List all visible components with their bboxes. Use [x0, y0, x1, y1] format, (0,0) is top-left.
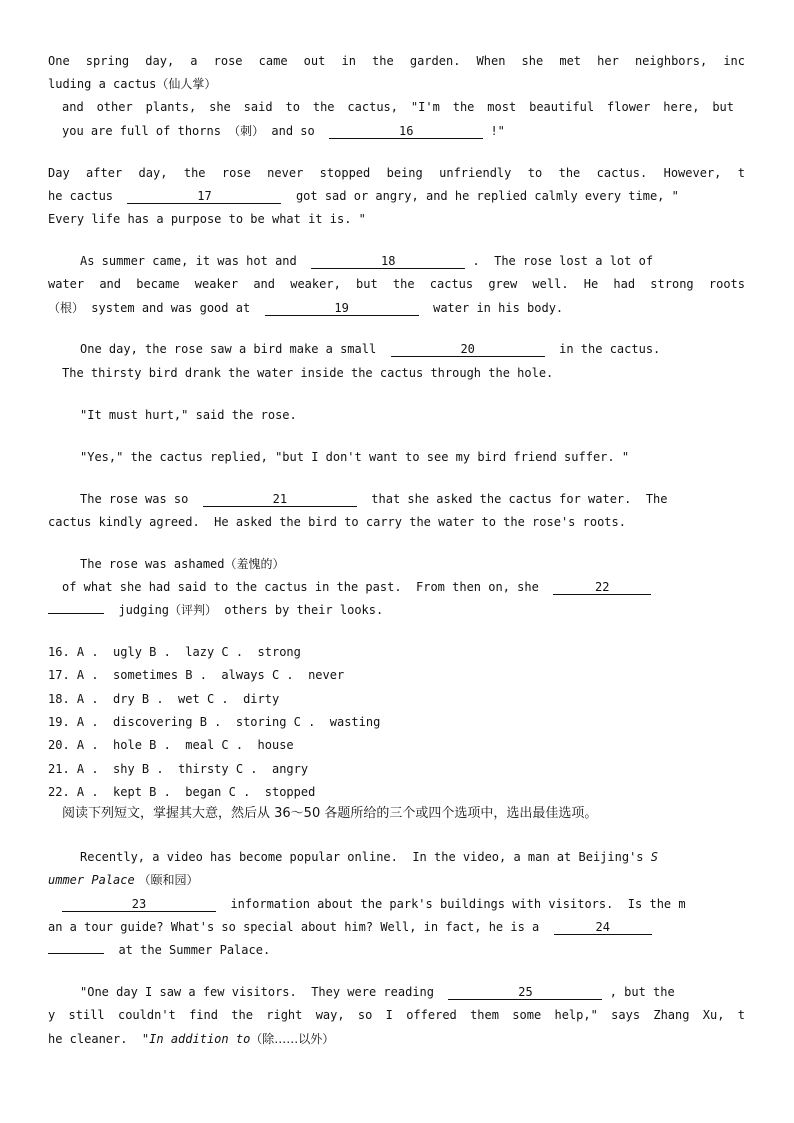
- text: !": [483, 124, 505, 138]
- text: he cactus: [48, 189, 114, 203]
- gloss-cactus: （仙人掌）: [156, 77, 217, 91]
- blank-24[interactable]: 24: [554, 920, 652, 935]
- option-row-20[interactable]: 20. A . hole B . meal C . house: [48, 738, 294, 752]
- passage3-line2: water and became weaker and weaker, but the cactus grew well. He had strong roots: [48, 277, 745, 291]
- text: system and was good at: [84, 301, 251, 315]
- text: . The rose lost a lot of: [472, 254, 654, 268]
- passage5-line1: "It must hurt," said the rose.: [80, 408, 297, 422]
- text: he cleaner.: [48, 1032, 142, 1046]
- text: judging: [118, 603, 170, 617]
- option-row-22[interactable]: 22. A . kept B . began C . stopped: [48, 785, 316, 799]
- passage9-line4: [48, 919, 652, 935]
- text: got sad or angry, and he replied calmly every time, ": [295, 189, 679, 203]
- passage7-line2: cactus kindly agreed. He asked the bird to carry the water to the rose's roots.: [48, 515, 626, 529]
- text: , but the: [609, 985, 675, 999]
- section-instruction: 阅读下列短文，掌握其大意，然后从 36～50 各题所给的三个或四个选项中，选出最佳选项。: [62, 806, 598, 821]
- text: S: [650, 850, 658, 864]
- text: at the Summer Palace.: [118, 943, 271, 957]
- blank-16[interactable]: 16: [329, 124, 483, 139]
- passage8-line2: [62, 579, 651, 595]
- blank-18[interactable]: 18: [311, 254, 465, 269]
- option-row-17[interactable]: 17. A . sometimes B . always C . never: [48, 668, 345, 682]
- passage8-line3: [48, 602, 383, 618]
- passage2-line3: Every life has a purpose to be what it is. ": [48, 212, 366, 226]
- blank-24-continued: [48, 953, 104, 954]
- text: in the cactus.: [559, 342, 661, 356]
- gloss-in-addition-to: （除……以外）: [250, 1032, 335, 1046]
- text: "In addition to: [141, 1032, 251, 1046]
- blank-23[interactable]: 23: [62, 897, 216, 912]
- text: One day, the rose saw a bird make a small: [80, 342, 377, 356]
- text: Recently, a video has become popular online. In the video, a man at Beijing's: [80, 850, 651, 864]
- passage9-line3: [62, 896, 686, 912]
- passage4-line2: The thirsty bird drank the water inside the cactus through the hole.: [62, 366, 554, 380]
- option-row-18[interactable]: 18. A . dry B . wet C . dirty: [48, 692, 280, 706]
- blank-21[interactable]: 21: [203, 492, 357, 507]
- blank-22[interactable]: 22: [553, 580, 651, 595]
- passage4-line1: [80, 341, 660, 357]
- passage1-line3: and other plants, she said to the cactus, "I'm the most beautiful flower here, but: [62, 100, 734, 114]
- passage1-line4: [62, 123, 505, 139]
- text: an a tour guide? What's so special about him? Well, in fact, he is a: [48, 920, 540, 934]
- blank-19[interactable]: 19: [265, 301, 419, 316]
- text: The rose was ashamed: [80, 557, 225, 571]
- text: others by their looks.: [217, 603, 384, 617]
- text: that she asked the cactus for water. The: [371, 492, 668, 506]
- blank-25[interactable]: 25: [448, 985, 602, 1000]
- text: The rose was so: [80, 492, 189, 506]
- gloss-roots: （根）: [48, 301, 85, 315]
- gloss-ashamed: （羞愧的）: [224, 557, 285, 571]
- text: As summer came, it was hot and: [80, 254, 297, 268]
- passage7-line1: [80, 491, 668, 507]
- text: and so: [264, 124, 315, 138]
- passage3-line3: [48, 300, 563, 316]
- passage9-line1: [80, 849, 658, 865]
- passage10-line2: y still couldn't find the right way, so I offered them some help," says Zhang Xu, t: [48, 1008, 745, 1022]
- blank-17[interactable]: 17: [127, 189, 281, 204]
- blank-20[interactable]: 20: [391, 342, 545, 357]
- passage8-line1: [80, 556, 285, 572]
- passage2-line2: [48, 188, 679, 204]
- passage2-line1: Day after day, the rose never stopped being unfriendly to the cactus. However, t: [48, 166, 745, 180]
- passage1-line2: [48, 76, 216, 92]
- passage10-line3: [48, 1031, 334, 1047]
- text: luding a cactus: [48, 77, 157, 91]
- passage6-line1: "Yes," the cactus replied, "but I don't want to see my bird friend suffer. ": [80, 450, 630, 464]
- passage1-line1: One spring day, a rose came out in the garden. When she met her neighbors, inc: [48, 54, 745, 68]
- option-row-21[interactable]: 21. A . shy B . thirsty C . angry: [48, 762, 309, 776]
- text: water in his body.: [433, 301, 564, 315]
- passage3-line1: [80, 253, 653, 269]
- gloss-judging: （评判）: [169, 603, 218, 617]
- gloss-summer-palace: （颐和园）: [134, 873, 199, 887]
- option-row-16[interactable]: 16. A . ugly B . lazy C . strong: [48, 645, 301, 659]
- passage9-line5: [48, 942, 270, 958]
- passage10-line1: [80, 984, 675, 1000]
- passage9-line2: [48, 872, 199, 888]
- option-row-19[interactable]: 19. A . discovering B . storing C . wasting: [48, 715, 381, 729]
- text: "One day I saw a few visitors. They were reading: [80, 985, 435, 999]
- text: ummer Palace: [48, 873, 135, 887]
- gloss-thorns: （刺）: [228, 124, 265, 138]
- text: you are full of thorns: [62, 124, 229, 138]
- text: information about the park's buildings with visitors. Is the m: [230, 897, 686, 911]
- text: of what she had said to the cactus in the past. From then on, she: [62, 580, 539, 594]
- blank-22-continued: [48, 613, 104, 614]
